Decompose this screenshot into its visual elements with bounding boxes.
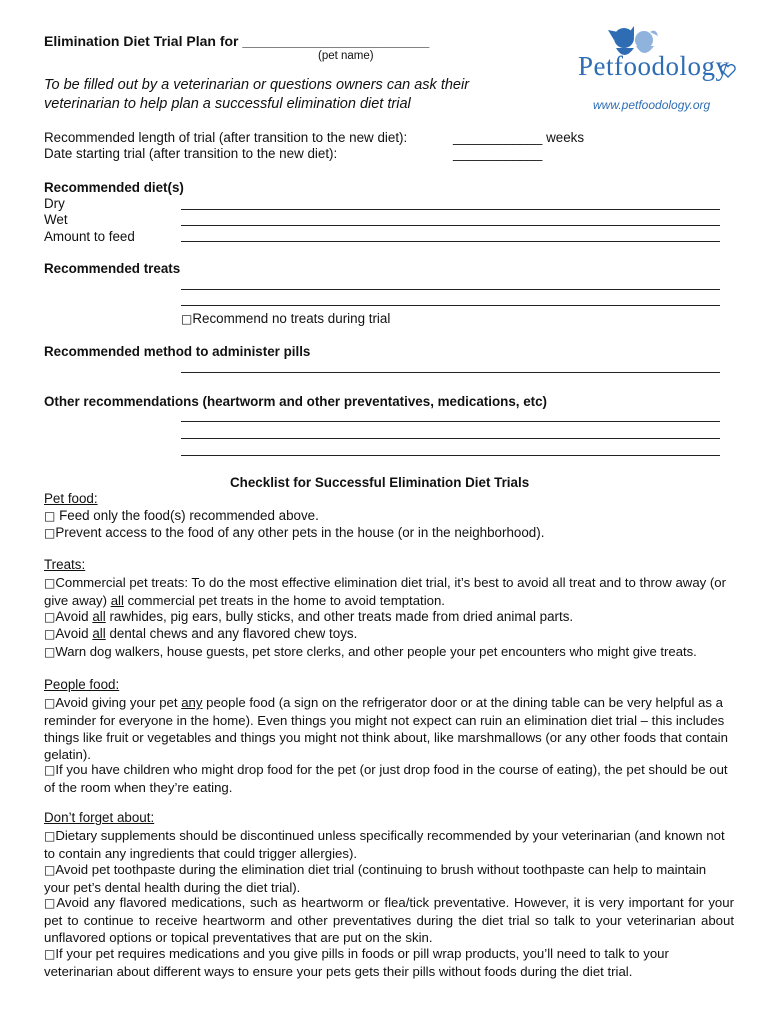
other-field-3[interactable] bbox=[181, 455, 720, 456]
checkbox-icon: □ bbox=[44, 947, 56, 961]
treats-field-1[interactable] bbox=[181, 289, 720, 290]
amount-label: Amount to feed bbox=[44, 229, 135, 244]
checkbox-icon: □ bbox=[44, 576, 56, 590]
pet-food-heading: Pet food: bbox=[44, 491, 98, 506]
diet-heading: Recommended diet(s) bbox=[44, 180, 184, 195]
trial-start-label: Date starting trial (after transition to the new diet): bbox=[44, 146, 338, 161]
pet-food-item: □Prevent access to the food of any other pets in the house (or in the neighborhood). bbox=[44, 525, 545, 540]
website-link[interactable]: www.petfoodology.org bbox=[593, 98, 711, 112]
treats-item: □Avoid all dental chews and any flavored chew toys. bbox=[44, 626, 358, 641]
dry-field[interactable] bbox=[181, 209, 720, 210]
checkbox-icon: □ bbox=[181, 312, 193, 326]
treats-item: □Avoid all rawhides, pig ears, bully sticks, and other treats made from dried animal parts. bbox=[44, 609, 574, 624]
trial-length-field[interactable]: ____________ weeks bbox=[453, 130, 585, 145]
checkbox-icon: □ bbox=[44, 645, 56, 659]
people-food-item: □If you have children who might drop food for the pet (or just drop food in the course of eating), the pet should be out of the room when they’re eating. bbox=[44, 762, 728, 795]
heart-icon bbox=[720, 64, 736, 78]
checklist-heading: Checklist for Successful Elimination Diet Trials bbox=[230, 475, 530, 490]
checkbox-icon: □ bbox=[44, 627, 56, 641]
checkbox-icon: □ bbox=[44, 863, 56, 877]
form-title: Elimination Diet Trial Plan for ________________________ bbox=[44, 33, 430, 49]
treats-heading: Recommended treats bbox=[44, 261, 181, 276]
checkbox-icon: □ bbox=[44, 610, 56, 624]
trial-length-label: Recommended length of trial (after transition to the new diet): bbox=[44, 130, 408, 145]
checkbox-icon: □ bbox=[44, 696, 56, 710]
dont-forget-item: □Avoid any flavored medications, such as heartworm or flea/tick preventative. However, it is very important for your pet to continue to receive heartworm and other preventatives during the diet trial so talk to your veterinarian about unflavored options or topical preventatives that are put on the skin. bbox=[44, 895, 734, 945]
checkbox-icon: □ bbox=[44, 829, 56, 843]
dry-label: Dry bbox=[44, 196, 65, 211]
dont-forget-item: □If your pet requires medications and you give pills in foods or pill wrap products, you’ll need to talk to your veterinarian about different ways to ensure your pets gets their pills without foods during the diet trial. bbox=[44, 946, 669, 979]
wet-label: Wet bbox=[44, 212, 68, 227]
pills-field[interactable] bbox=[181, 372, 720, 373]
people-food-item: □Avoid giving your pet any people food (a sign on the refrigerator door or at the dining table can be very helpful as a reminder for everyone in the home). Even things you might not expect can ruin an elimination diet trial – this includes things like fruit or vegetables and things you might not think about, like marshmallows (or any other foods that contain gelatin). bbox=[44, 695, 728, 762]
checkbox-icon: □ bbox=[44, 763, 56, 777]
subtitle-line-2: veterinarian to help plan a successful elimination diet trial bbox=[44, 96, 411, 112]
dont-forget-heading: Don’t forget about: bbox=[44, 810, 155, 825]
other-field-2[interactable] bbox=[181, 438, 720, 439]
pet-name-label: (pet name) bbox=[318, 50, 374, 62]
no-treats-label: Recommend no treats during trial bbox=[192, 311, 391, 326]
treats-item: □Warn dog walkers, house guests, pet store clerks, and other people your pet encounters who might give treats. bbox=[44, 644, 697, 659]
dont-forget-item: □Avoid pet toothpaste during the elimination diet trial (continuing to brush without toothpaste can help to maintain your pet’s dental health during the diet trial). bbox=[44, 862, 707, 895]
pet-food-item: □ Feed only the food(s) recommended above. bbox=[44, 508, 319, 523]
checkbox-icon: □ bbox=[44, 509, 56, 523]
no-treats-checkbox[interactable] bbox=[181, 311, 390, 326]
subtitle-line-1: To be filled out by a veterinarian or questions owners can ask their bbox=[44, 77, 470, 93]
checkbox-icon: □ bbox=[44, 896, 57, 910]
treats-checklist-heading: Treats: bbox=[44, 557, 86, 572]
treats-field-2[interactable] bbox=[181, 305, 720, 306]
checkbox-icon: □ bbox=[44, 526, 56, 540]
amount-field[interactable] bbox=[181, 241, 720, 242]
logo-text: Petfoodology bbox=[578, 51, 730, 81]
treats-item: □Commercial pet treats: To do the most effective elimination diet trial, it’s best to avoid all treat and to throw away (or give away) all commercial pet treats in the home to avoid temptation. bbox=[44, 575, 727, 608]
wet-field[interactable] bbox=[181, 225, 720, 226]
people-food-heading: People food: bbox=[44, 677, 120, 692]
pills-heading: Recommended method to administer pills bbox=[44, 344, 311, 359]
dont-forget-item: □Dietary supplements should be discontinued unless specifically recommended by your veterinarian (and known not to contain any ingredients that could trigger allergies). bbox=[44, 828, 725, 861]
trial-start-field[interactable]: ____________ bbox=[453, 146, 543, 161]
other-field-1[interactable] bbox=[181, 421, 720, 422]
other-heading: Other recommendations (heartworm and other preventatives, medications, etc) bbox=[44, 394, 548, 409]
